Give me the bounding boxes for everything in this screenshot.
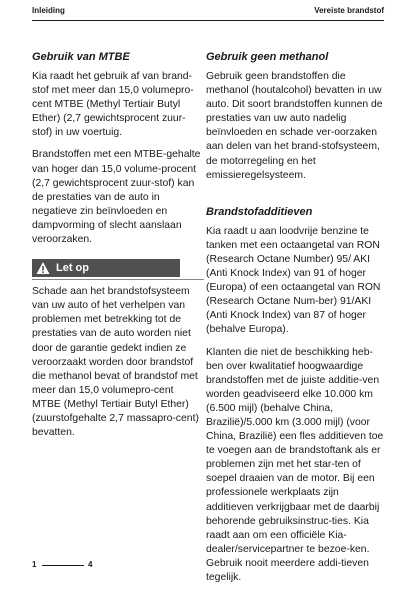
page-footer: [32, 560, 112, 576]
warning-triangle-icon: [36, 261, 50, 275]
paragraph-mtbe-2: Brandstoffen met een MTBE-gehalte van hoger dan 15,0 volume-procent (2,7 gewichtsprocent zuur-stof) kan de prestaties van de auto in negatieve zin beïnvloeden en dampvorming of slecht aanslaan veroorzaken.: [32, 149, 201, 246]
section-title-left: Inleiding: [32, 6, 65, 15]
heading-mtbe: Gebruik van MTBE: [32, 51, 130, 63]
paragraph-additives-2: Klanten die niet de beschikking heb-ben over kwalitatief hoogwaardige brandstoffen met de juiste additie-ven worden geadviseerd elke 10.000 km (6.500 mijl) (behalve China, Brazilië)/5.000 km (3.000 mijl) (voor China, Brazilië) een fles additieven toe te voegen aan de brandstoftank als er problemen zijn met het star-ten of soepel draaien van de motor. Bij een professionele werkplaats zijn additieven verkrijgbaar met de daarbij behorende gebruiksinstruc-ties. Kia raadt aan om een officiële Kia-dealer/servicepartner te bezoe-ken. Gebruik nooit meerdere addi-tieven tegelijk.: [206, 346, 384, 583]
heading-additives: Brandstofadditieven: [206, 205, 313, 218]
right-column: [206, 50, 384, 593]
caution-text: Schade aan het brandstofsysteem van uw auto of het verhelpen van problemen met betrekking tot de prestaties van de auto worden niet door de garantie gedekt indien ze veroorzaakt worden door brandstof die methanol bevat of brandstof met meer dan 15,0 volumepro-cent MTBE (Methyl Tertiair Butyl Ether) (zuurstofgehalte 2,7 massapro-cent) bevatten.: [32, 286, 199, 439]
page-header: [32, 6, 384, 22]
caution-label: Let op: [56, 262, 89, 275]
paragraph-additives-1: Kia raadt u aan loodvrije benzine te tanken met een octaangetal van RON (Research Octane Number) 95/ AKI (Anti Knock Index) van 91 of hoger (Europa) of een octaangetal van RON (Research Octane Num-ber) 91/AKI (Anti Knock Index) van 87 of hoger (behalve Europa).: [206, 225, 381, 336]
left-column: [32, 50, 204, 448]
chapter-number: 1: [32, 560, 37, 569]
page-number: 4: [88, 560, 93, 569]
header-rule: [32, 20, 384, 21]
heading-methanol: Gebruik geen methanol: [206, 51, 329, 63]
paragraph-mtbe-1: Kia raadt het gebruik af van brand-stof met meer dan 15,0 volumepro-cent MTBE (Methyl Tertiair Butyl Ether) (2,7 gewichtsprocent zuur-stof) in uw voertuig.: [32, 71, 194, 139]
footer-rule: [42, 565, 84, 566]
caution-banner: [32, 259, 180, 277]
paragraph-methanol: Gebruik geen brandstoffen die methanol (houtalcohol) bevatten in uw auto. Dit soort brandstoffen kunnen de prestaties van uw auto nadelig beïnvloeden en schade ver-oorzaken aan delen van het brand-stofsysteem, de motorregeling en het emissieregelsysteem.: [206, 71, 383, 181]
section-title-right: Vereiste brandstof: [314, 6, 384, 15]
